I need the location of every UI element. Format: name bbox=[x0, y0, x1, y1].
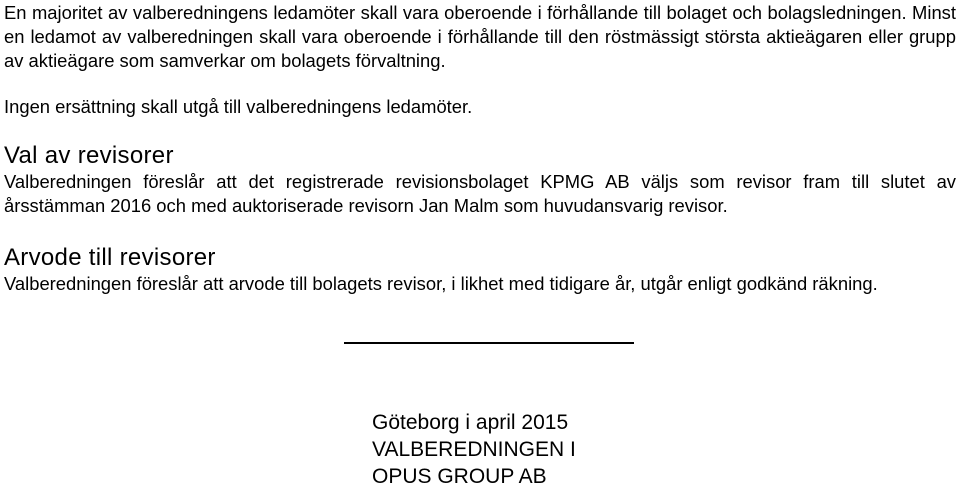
signature-committee: VALBEREDNINGEN I bbox=[372, 438, 576, 461]
signature-block bbox=[372, 409, 632, 490]
compensation-paragraph: Ingen ersättning skall utgå till valberedningens ledamöter. bbox=[4, 96, 473, 117]
signature-company: OPUS GROUP AB bbox=[372, 465, 547, 488]
auditors-heading: Val av revisorer bbox=[4, 142, 174, 169]
signature-line bbox=[344, 342, 634, 344]
fees-paragraph: Valberedningen föreslår att arvode till bolagets revisor, i likhet med tidigare år, utgår enligt godkänd räkning. bbox=[4, 273, 878, 294]
fees-heading: Arvode till revisorer bbox=[4, 244, 216, 271]
signature-place-date: Göteborg i april 2015 bbox=[372, 411, 569, 434]
auditors-paragraph: Valberedningen föreslår att det registrerade revisionsbolaget KPMG AB väljs som revisor fram till slutet av årsstämman 2016 och med auktoriserade revisorn Jan Malm som huvudansvarig revisor. bbox=[4, 171, 956, 216]
intro-paragraph: En majoritet av valberedningens ledamöter skall vara oberoende i förhållande till bolaget och bolagsledningen. Minst en ledamot av valberedningen skall vara oberoende i förhållande till den röstmässigt största aktieägaren eller grupp av aktieägare som samverkar om bolagets förvaltning. bbox=[4, 2, 956, 71]
